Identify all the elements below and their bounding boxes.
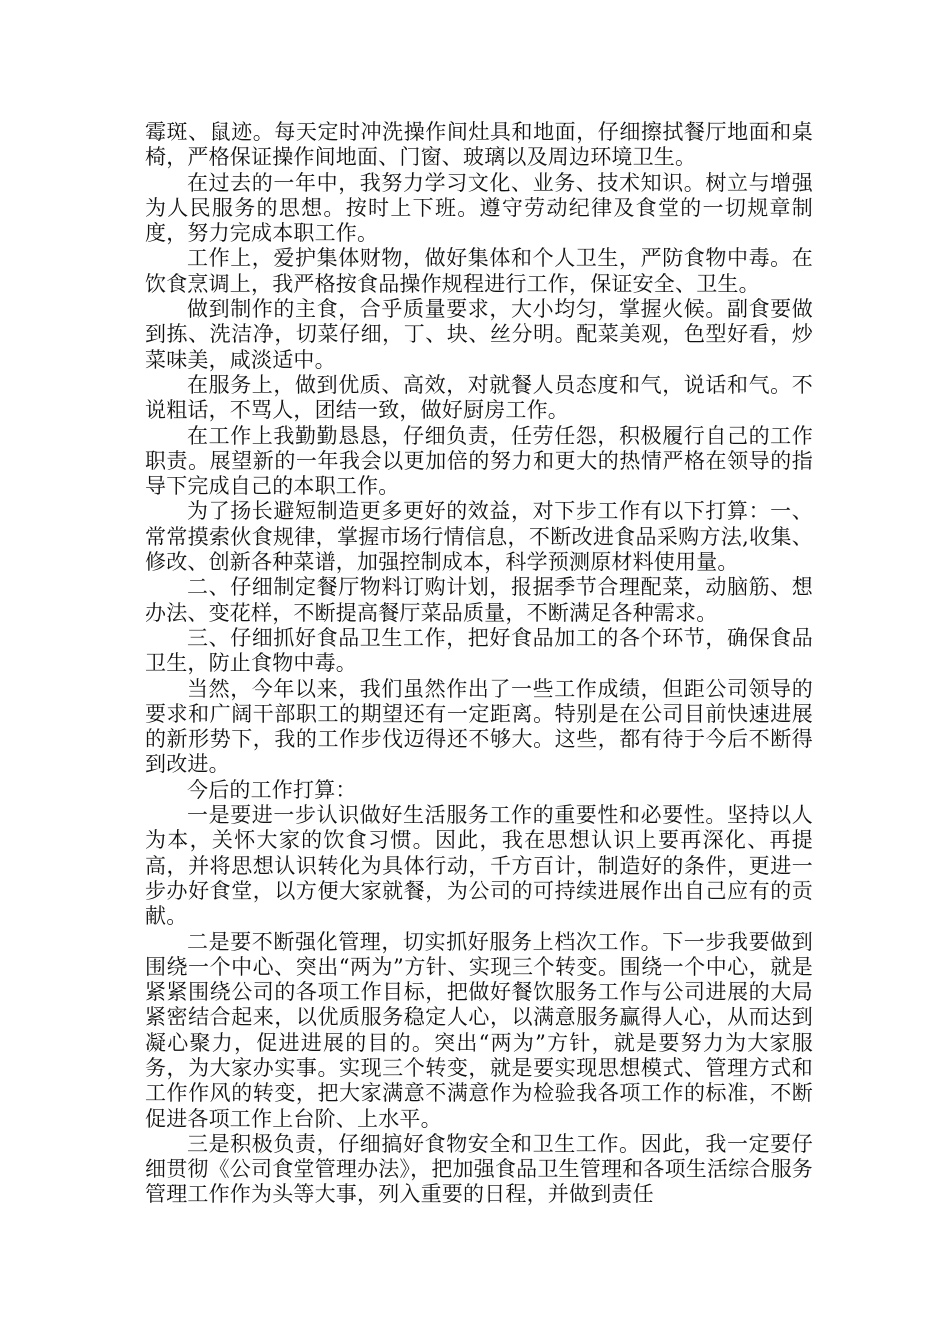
document-body <box>145 120 813 1208</box>
paragraph: 三是积极负责，仔细搞好食物安全和卫生工作。因此，我一定要仔细贯彻《公司食堂管理办法》，把加强食品卫生管理和各项生活综合服务管理工作作为头等大事，列入重要的日程，并做到责任 <box>145 1131 813 1207</box>
paragraph-heading: 今后的工作打算： <box>187 777 357 802</box>
paragraph: 当然，今年以来，我们虽然作出了一些工作成绩，但距公司领导的要求和广阔干部职工的期望还有一定距离。特别是在公司目前快速进展的新形势下，我的工作步伐迈得还不够大。这些，都有待于今后不断得到改进。 <box>145 676 813 777</box>
paragraph: 霉斑、鼠迹。每天定时冲洗操作间灶具和地面，仔细擦拭餐厅地面和桌椅，严格保证操作间地面、门窗、玻璃以及周边环境卫生。 <box>145 120 813 170</box>
paragraph: 三、仔细抓好食品卫生工作，把好食品加工的各个环节，确保食品卫生，防止食物中毒。 <box>145 625 813 676</box>
paragraph: 在过去的一年中，我努力学习文化、业务、技术知识。树立与增强为人民服务的思想。按时上下班。遵守劳动纪律及食堂的一切规章制度，努力完成本职工作。 <box>145 170 813 246</box>
paragraph: 二、仔细制定餐厅物料订购计划，报据季节合理配菜，动脑筋、想办法、变花样，不断提高餐厅菜品质量，不断满足各种需求。 <box>145 575 813 625</box>
paragraph: 在工作上我勤勤恳恳，仔细负责，任劳任怨，积极履行自己的工作职责。展望新的一年我会以更加倍的努力和更大的热情严格在领导的指导下完成自己的本职工作。 <box>145 423 813 499</box>
paragraph: 在服务上，做到优质、高效，对就餐人员态度和气，说话和气。不说粗话，不骂人，团结一致，做好厨房工作。 <box>145 372 813 423</box>
paragraph: 二是要不断强化管理，切实抓好服务上档次工作。下一步我要做到围绕一个中心、突出“两为”方针、实现三个转变。围绕一个中心，就是紧紧围绕公司的各项工作目标，把做好餐饮服务工作与公司进展的大局紧密结合起来，以优质服务稳定人心，以满意服务赢得人心，从而达到凝心聚力，促进进展的目的。突出“两为”方针，就是要努力为大家服务，为大家办实事。实现三个转变，就是要实现思想模式、管理方式和工作作风的转变，把大家满意不满意作为检验我各项工作的标准，不断促进各项工作上台阶、上水平。 <box>145 929 813 1131</box>
paragraph: 一是要进一步认识做好生活服务工作的重要性和必要性。坚持以人为本，关怀大家的饮食习惯。因此，我在思想认识上要再深化、再提高，并将思想认识转化为具体行动，千方百计，制造好的条件，更进一步办好食堂，以方便大家就餐，为公司的可持续进展作出自己应有的贡献。 <box>145 803 813 929</box>
paragraph: 做到制作的主食，合乎质量要求，大小均匀，掌握火候。副食要做到拣、洗洁净，切菜仔细，丁、块、丝分明。配菜美观，色型好看，炒菜味美，咸淡适中。 <box>145 297 813 372</box>
paragraph: 为了扬长避短制造更多更好的效益，对下步工作有以下打算：一、常常摸索伙食规律，掌握市场行情信息，不断改进食品采购方法,收集、修改、创新各种菜谱，加强控制成本，科学预测原材料使用量。 <box>145 499 813 575</box>
paragraph: 工作上，爱护集体财物，做好集体和个人卫生，严防食物中毒。在饮食烹调上，我严格按食品操作规程进行工作，保证安全、卫生。 <box>145 246 813 296</box>
